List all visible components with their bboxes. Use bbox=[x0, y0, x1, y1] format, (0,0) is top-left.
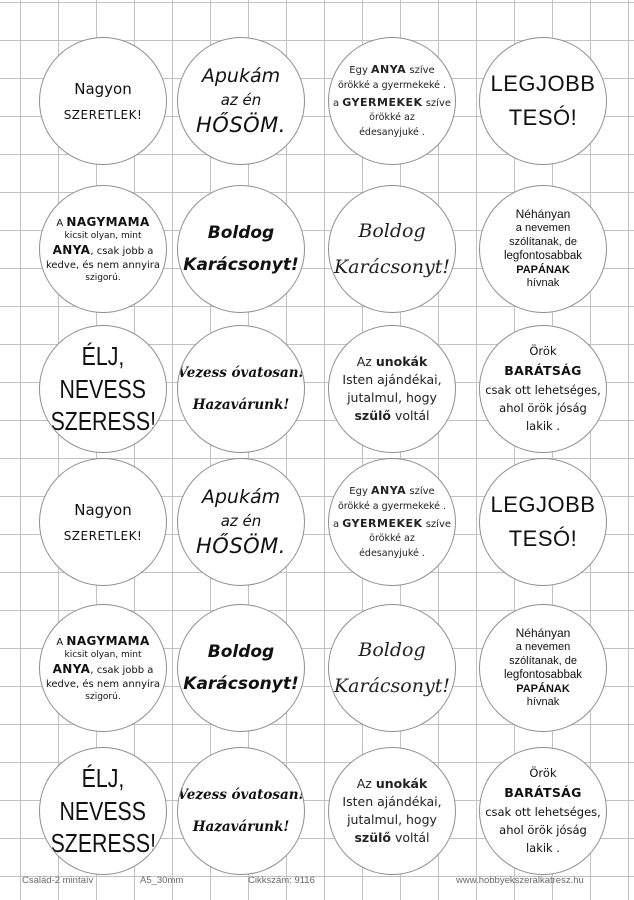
sticker-vezess bbox=[177, 747, 305, 875]
sticker-text-line: ahol örök jóság bbox=[499, 823, 587, 837]
sticker-papa bbox=[479, 185, 607, 313]
sticker-text-line: lakik . bbox=[525, 841, 561, 856]
sticker-text-line: Nagyon bbox=[74, 501, 132, 519]
sticker-text-line: legfontosabbak bbox=[503, 669, 582, 682]
footer bbox=[0, 872, 634, 892]
sticker-vezess bbox=[177, 325, 305, 453]
sticker-text-line: jutalmul, hogy bbox=[347, 390, 437, 405]
sticker-text-line: örökké a gyermekeké . bbox=[337, 500, 447, 512]
sticker-text-line: Néhányan bbox=[515, 625, 571, 640]
sticker-elj bbox=[39, 325, 167, 453]
sticker-barat bbox=[479, 325, 607, 453]
sticker-text-line: PAPÁNAK bbox=[516, 682, 570, 695]
sticker-text-line: kicsit olyan, mint bbox=[64, 650, 142, 661]
sticker-text-line: Vezess óvatosan! bbox=[177, 787, 305, 803]
sticker-boldog2 bbox=[328, 185, 456, 313]
sticker-text-line: a GYERMEKEK szíve bbox=[332, 95, 452, 109]
sticker-text-line: SZERETLEK! bbox=[63, 529, 143, 543]
sticker-anya bbox=[328, 37, 456, 165]
sticker-text-line: édesanyjuké . bbox=[359, 126, 425, 138]
sticker-text-line: jutalmul, hogy bbox=[347, 812, 437, 827]
sticker-text-line: szülő voltál bbox=[354, 830, 430, 846]
sticker-text-line: Karácsonyt! bbox=[333, 256, 450, 278]
sticker-text-line: NEVESS bbox=[59, 795, 147, 826]
sticker-text-line: csak ott lehetséges, bbox=[485, 804, 601, 819]
sticker-text-line: ÉLJ, bbox=[81, 341, 125, 372]
footer-website: www.hobbyekszeralkatresz.hu bbox=[456, 875, 584, 886]
sticker-nagymama bbox=[39, 604, 167, 732]
footer-size: A5_30mm bbox=[140, 875, 184, 886]
sticker-text-line: Hazavárunk! bbox=[192, 819, 290, 835]
sticker-text-line: Boldog bbox=[358, 220, 426, 242]
sticker-text-line: SZERESS! bbox=[50, 406, 156, 437]
sticker-nagyon bbox=[39, 37, 167, 165]
sticker-text-line: Apukám bbox=[201, 486, 281, 508]
sticker-text-line: az én bbox=[220, 91, 262, 109]
sticker-unokak bbox=[328, 325, 456, 453]
sticker-text-line: ANYA, csak jobb a bbox=[52, 243, 154, 258]
sticker-text-line: BARÁTSÁG bbox=[504, 362, 582, 378]
sticker-text-line: SZERESS! bbox=[50, 828, 156, 859]
sticker-text-line: Karácsonyt! bbox=[333, 675, 450, 697]
sticker-text-line: LEGJOBB bbox=[490, 71, 596, 96]
sticker-text-line: legfontosabbak bbox=[503, 250, 582, 263]
sticker-text-line: HŐSÖM. bbox=[196, 113, 286, 137]
sticker-apukam bbox=[177, 458, 305, 586]
sticker-text-line: örökké az bbox=[369, 533, 415, 545]
sticker-boldog1 bbox=[177, 604, 305, 732]
sticker-text-line: Egy ANYA szíve bbox=[349, 63, 435, 77]
sticker-text-line: Az unokák bbox=[356, 775, 428, 791]
sticker-text-line: BARÁTSÁG bbox=[504, 784, 582, 800]
footer-sheet-name: Család-2 mintaív bbox=[22, 875, 94, 886]
sticker-text-line: Nagyon bbox=[74, 80, 132, 98]
sticker-text-line: Apukám bbox=[201, 65, 281, 87]
sticker-text-line: A NAGYMAMA bbox=[56, 214, 150, 229]
sticker-text-line: LEGJOBB bbox=[490, 492, 596, 517]
sticker-text-line: szülő voltál bbox=[354, 408, 430, 424]
sticker-text-line: örökké a gyermekeké . bbox=[337, 79, 447, 91]
sticker-legjobb bbox=[479, 37, 607, 165]
sticker-text-line: Isten ajándékai, bbox=[342, 793, 442, 809]
sticker-text-line: szólítanak, de bbox=[509, 235, 577, 248]
sticker-text-line: kicsit olyan, mint bbox=[64, 231, 142, 242]
sticker-text-line: Örök bbox=[529, 766, 557, 781]
sticker-text-line: kedve, és nem annyira bbox=[45, 678, 161, 690]
sticker-text-line: Boldog bbox=[207, 642, 275, 662]
sticker-unokak bbox=[328, 747, 456, 875]
sticker-text-line: kedve, és nem annyira bbox=[45, 259, 161, 271]
sticker-papa bbox=[479, 604, 607, 732]
sticker-text-line: HŐSÖM. bbox=[196, 534, 286, 558]
sticker-text-line: ÉLJ, bbox=[81, 763, 125, 794]
sticker-text-line: NEVESS bbox=[59, 373, 147, 404]
sticker-nagyon bbox=[39, 458, 167, 586]
sticker-text-line: Az unokák bbox=[356, 353, 428, 369]
sticker-apukam bbox=[177, 37, 305, 165]
sticker-text-line: hívnak bbox=[526, 277, 560, 290]
sticker-text-line: Boldog bbox=[207, 223, 275, 243]
sticker-text-line: Vezess óvatosan! bbox=[177, 365, 305, 381]
sticker-text-line: édesanyjuké . bbox=[359, 547, 425, 559]
sticker-text-line: csak ott lehetséges, bbox=[485, 382, 601, 397]
sticker-text-line: A NAGYMAMA bbox=[56, 633, 150, 648]
sticker-barat bbox=[479, 747, 607, 875]
sticker-text-line: Isten ajándékai, bbox=[342, 371, 442, 387]
sticker-text-line: Boldog bbox=[358, 639, 426, 661]
sticker-boldog2 bbox=[328, 604, 456, 732]
sticker-text-line: szigorú. bbox=[85, 273, 121, 284]
sticker-text-line: Hazavárunk! bbox=[192, 397, 290, 413]
sticker-text-line: TESÓ! bbox=[508, 105, 578, 130]
sticker-legjobb bbox=[479, 458, 607, 586]
footer-sku: Cikkszám: 9116 bbox=[248, 875, 315, 886]
sticker-text-line: Karácsonyt! bbox=[183, 674, 299, 694]
sticker-text-line: SZERETLEK! bbox=[63, 108, 143, 122]
sticker-text-line: a nevemen bbox=[515, 221, 571, 234]
sticker-text-line: szigorú. bbox=[85, 692, 121, 703]
sticker-text-line: hívnak bbox=[526, 696, 560, 709]
sticker-text-line: lakik . bbox=[525, 419, 561, 434]
sticker-text-line: Örök bbox=[529, 344, 557, 359]
sticker-text-line: szólítanak, de bbox=[509, 654, 577, 667]
sticker-nagymama bbox=[39, 185, 167, 313]
sticker-text-line: a nevemen bbox=[515, 640, 571, 653]
sticker-boldog1 bbox=[177, 185, 305, 313]
sticker-text-line: Néhányan bbox=[515, 206, 571, 221]
sticker-text-line: ANYA, csak jobb a bbox=[52, 662, 154, 677]
sticker-anya bbox=[328, 458, 456, 586]
sticker-text-line: PAPÁNAK bbox=[516, 263, 570, 276]
sticker-text-line: Egy ANYA szíve bbox=[349, 484, 435, 498]
sticker-text-line: ahol örök jóság bbox=[499, 401, 587, 415]
sticker-elj bbox=[39, 747, 167, 875]
sticker-text-line: Karácsonyt! bbox=[183, 255, 299, 275]
sticker-text-line: az én bbox=[220, 512, 262, 530]
sticker-text-line: a GYERMEKEK szíve bbox=[332, 516, 452, 530]
sticker-text-line: TESÓ! bbox=[508, 526, 578, 551]
sticker-text-line: örökké az bbox=[369, 112, 415, 124]
